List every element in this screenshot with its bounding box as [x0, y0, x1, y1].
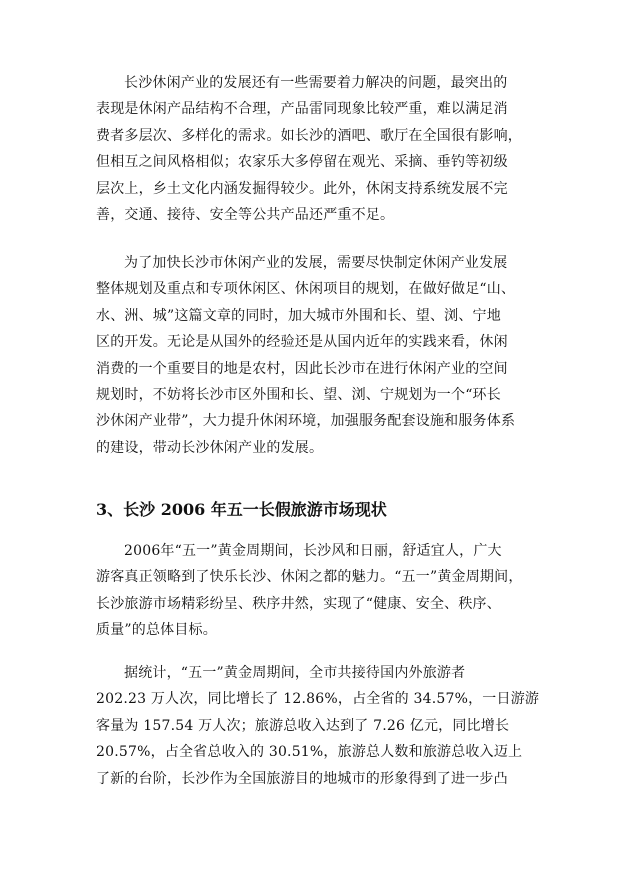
paragraph-line: 20.57%，占全省总收入的 30.51%，旅游总人数和旅游总收入迈上 — [96, 744, 523, 761]
paragraph-line: 层次上，乡土文化内涵发掘得较少。此外，休闲支持系统发展不完 — [96, 180, 508, 197]
paragraph-line: 据统计，“五一”黄金周期间，全市共接待国内外旅游者 — [124, 665, 466, 681]
paragraph-line: 为了加快长沙市休闲产业的发展，需要尽快制定休闲产业发展 — [124, 255, 508, 271]
section-heading: 3、长沙 2006 年五一长假旅游市场现状 — [96, 500, 387, 519]
paragraph-line: 费者多层次、多样化的需求。如长沙的酒吧、歌厅在全国很有影响， — [96, 127, 522, 144]
paragraph-line: 但相互之间风格相似；农家乐大多停留在观光、采摘、垂钓等初级 — [96, 154, 508, 171]
paragraph-line: 整体规划及重点和专项休闲区、休闲项目的规划，在做好做足“山、 — [96, 281, 516, 298]
paragraph-line: 长沙休闲产业的发展还有一些需要着力解决的问题，最突出的 — [124, 75, 508, 91]
paragraph-line: 区的开发。无论是从国外的经验还是从国内近年的实践来看，休闲 — [96, 334, 508, 351]
paragraph-line: 表现是休闲产品结构不合理，产品雷同现象比较严重，难以满足消 — [96, 101, 508, 118]
paragraph-line: 善，交通、接待、安全等公共产品还严重不足。 — [96, 207, 395, 224]
paragraph-line: 消费的一个重要目的地是农村，因此长沙市在进行休闲产业的空间 — [96, 360, 508, 377]
paragraph-leisure-planning — [96, 250, 528, 461]
paragraph-line: 2006年“五一”黄金周期间，长沙风和日丽，舒适宜人，广大 — [124, 543, 502, 559]
paragraph-line: 游客真正领略到了快乐长沙、休闲之都的魅力。“五一”黄金周期间， — [96, 569, 523, 586]
paragraph-line: 长沙旅游市场精彩纷呈、秩序井然，实现了“健康、安全、秩序、 — [96, 595, 501, 612]
paragraph-line: 沙休闲产业带”，大力提升休闲环境，加强服务配套设施和服务体系 — [96, 413, 516, 430]
paragraph-line: 202.23 万人次，同比增长了 12.86%，占全省的 34.57%，一日游游 — [96, 691, 540, 708]
paragraph-line: 水、洲、城”这篇文章的同时，加大城市外围和长、望、浏、宁地 — [96, 307, 501, 324]
paragraph-line: 客量为 157.54 万人次；旅游总收入达到了 7.26 亿元，同比增长 — [96, 717, 510, 734]
paragraph-line: 规划时，不妨将长沙市区外围和长、望、浏、宁规划为一个“环长 — [96, 387, 501, 404]
paragraph-line: 了新的台阶，长沙作为全国旅游目的地城市的形象得到了进一步凸 — [96, 770, 508, 787]
paragraph-line: 质量”的总体目标。 — [96, 622, 217, 639]
paragraph-mayday-statistics — [96, 660, 540, 792]
paragraph-leisure-problems — [96, 70, 528, 228]
paragraph-mayday-overview — [96, 538, 528, 644]
paragraph-line: 的建设，带动长沙休闲产业的发展。 — [96, 439, 324, 456]
